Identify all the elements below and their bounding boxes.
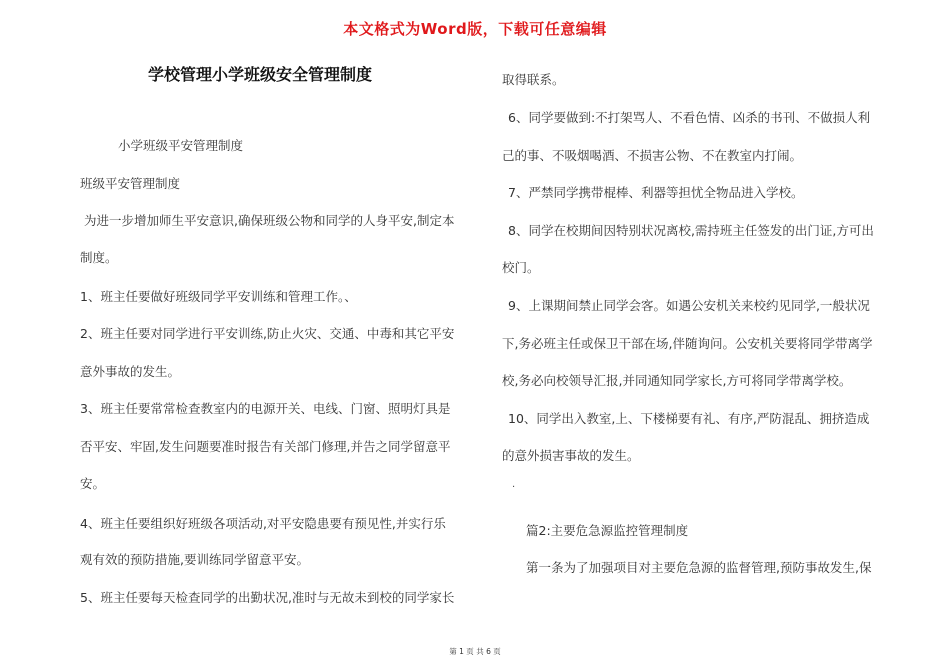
paragraph-line: 观有效的预防措施,要训练同学留意平安。 <box>80 552 309 567</box>
paragraph-line: 下,务必班主任或保卫干部在场,伴随询问。公安机关要将同学带离学 <box>502 336 873 351</box>
word-format-banner: 本文格式为Word版，下载可任意编辑 <box>343 20 607 38</box>
subtitle-line: 小学班级平安管理制度 <box>118 138 244 153</box>
paragraph-line: 校门。 <box>502 260 540 275</box>
paragraph-line: 制度。 <box>80 250 118 265</box>
paragraph-line: 的意外损害事故的发生。 <box>502 448 640 463</box>
rule-item-7: 7、严禁同学携带棍棒、利器等担忧全物品进入学校。 <box>508 185 804 200</box>
paragraph-line: 己的事、不吸烟喝酒、不损害公物、不在教室内打闹。 <box>502 148 803 163</box>
paragraph-line: 校,务必向校领导汇报,并同通知同学家长,方可将同学带离学校。 <box>502 373 852 388</box>
paragraph-line: 第一条为了加强项目对主要危急源的监督管理,预防事故发生,保 <box>526 560 872 575</box>
section-heading: 篇2:主要危急源监控管理制度 <box>526 523 689 538</box>
rule-item-4: 4、班主任要组织好班级各项活动,对平安隐患要有预见性,并实行乐 <box>80 516 446 531</box>
paragraph-line: 意外事故的发生。 <box>80 364 181 379</box>
bullet-dot: · <box>512 482 516 493</box>
rule-item-2: 2、班主任要对同学进行平安训练,防止火灾、交通、中毒和其它平安 <box>80 326 455 341</box>
rule-item-10: 10、同学出入教室,上、下楼梯要有礼、有序,严防混乱、拥挤造成 <box>508 411 870 426</box>
paragraph-line: 为进一步增加师生平安意识,确保班级公物和同学的人身平安,制定本 <box>84 213 455 228</box>
document-title: 学校管理小学班级安全管理制度 <box>147 65 372 84</box>
paragraph-line: 取得联系。 <box>502 72 565 87</box>
rule-item-6: 6、同学要做到:不打架骂人、不看色情、凶杀的书刊、不做损人利 <box>508 110 871 125</box>
rule-item-8: 8、同学在校期间因特别状况离校,需持班主任签发的出门证,方可出 <box>508 223 874 238</box>
rule-item-3: 3、班主任要常常检查教室内的电源开关、电线、门窗、照明灯具是 <box>80 401 451 416</box>
rule-item-1: 1、班主任要做好班级同学平安训练和管理工作。、 <box>80 289 357 304</box>
rule-item-9: 9、上课期间禁止同学会客。如遇公安机关来校约见同学,一般状况 <box>508 298 870 313</box>
page-footer: 第 1 页 共 6 页 <box>449 647 501 656</box>
section-heading: 班级平安管理制度 <box>80 176 181 191</box>
rule-item-5: 5、班主任要每天检查同学的出勤状况,准时与无故未到校的同学家长 <box>80 590 455 605</box>
paragraph-line: 否平安、牢固,发生问题要准时报告有关部门修理,并告之同学留意平 <box>80 439 451 454</box>
paragraph-line: 安。 <box>80 476 106 491</box>
